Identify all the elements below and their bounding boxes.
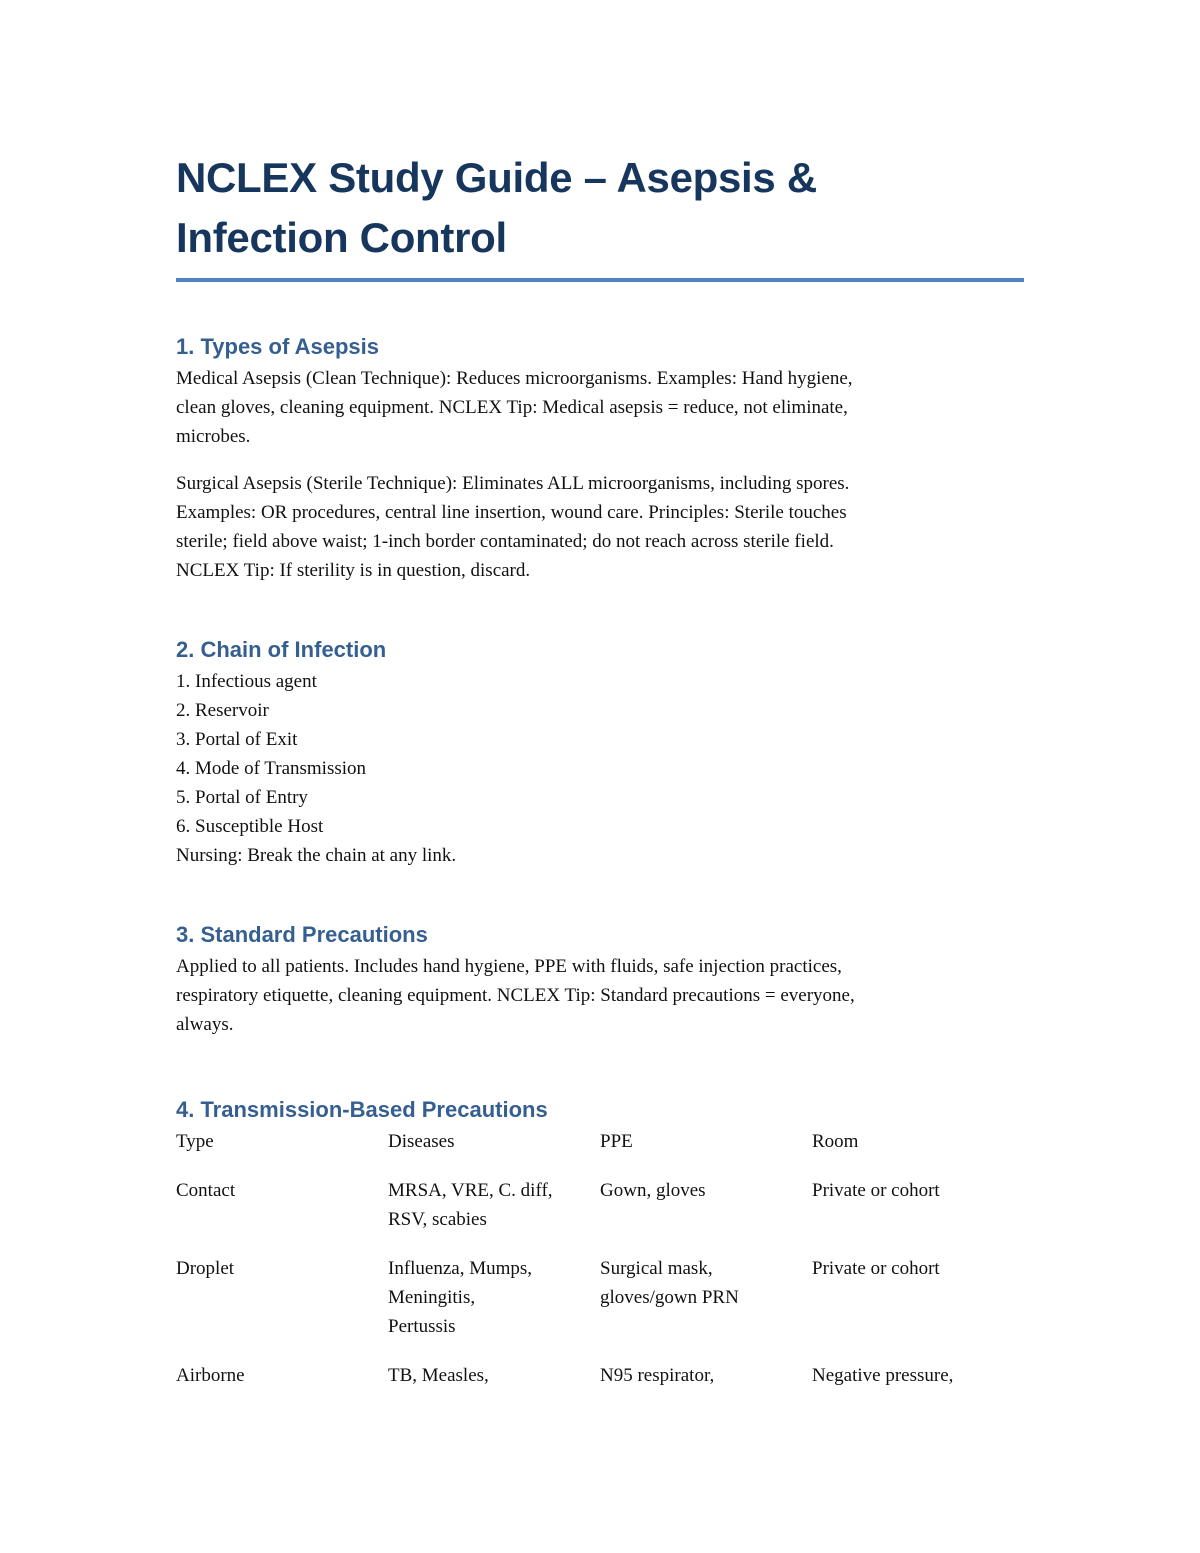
cell-line: Private or cohort [812, 1258, 940, 1279]
title-line-1: NCLEX Study Guide – Asepsis & [176, 154, 817, 201]
surgical-asepsis-paragraph [176, 469, 1024, 585]
medical-asepsis-line: clean gloves, cleaning equipment. NCLEX Tip: Medical asepsis = reduce, not eliminate, [176, 397, 848, 418]
column-header-room: Room [812, 1131, 859, 1152]
list-item: 2. Reservoir [176, 700, 269, 721]
section-heading-standard-precautions: 3. Standard Precautions [176, 922, 428, 947]
cell-diseases [388, 1341, 600, 1390]
cell-line: Negative pressure, [812, 1365, 954, 1386]
cell-line: Pertussis [388, 1316, 456, 1337]
cell-line: Meningitis, [388, 1287, 476, 1308]
cell-line: Contact [176, 1180, 236, 1201]
cell-line: Influenza, Mumps, [388, 1258, 533, 1279]
cell-line: Airborne [176, 1365, 245, 1386]
cell-line: N95 respirator, [600, 1365, 715, 1386]
transmission-precautions-table [176, 1127, 996, 1390]
surgical-asepsis-line: Examples: OR procedures, central line insertion, wound care. Principles: Sterile touches [176, 502, 847, 523]
cell-line: MRSA, VRE, C. diff, [388, 1180, 553, 1201]
section-heading-transmission-based-precautions: 4. Transmission-Based Precautions [176, 1097, 548, 1122]
column-header-ppe: PPE [600, 1131, 633, 1152]
section-heading-chain-of-infection: 2. Chain of Infection [176, 637, 387, 662]
surgical-asepsis-line: Surgical Asepsis (Sterile Technique): Eliminates ALL microorganisms, including spores. [176, 473, 850, 494]
standard-precautions-line: always. [176, 1014, 234, 1035]
medical-asepsis-paragraph [176, 364, 1024, 451]
section-heading-types-of-asepsis: 1. Types of Asepsis [176, 334, 379, 359]
table-row [176, 1156, 996, 1234]
cell-room [812, 1234, 996, 1341]
chain-of-infection-list [176, 667, 1024, 870]
medical-asepsis-line: Medical Asepsis (Clean Technique): Reduces microorganisms. Examples: Hand hygiene, [176, 368, 853, 389]
list-item: 3. Portal of Exit [176, 729, 298, 750]
surgical-asepsis-line: sterile; field above waist; 1-inch border contaminated; do not reach across sterile field. [176, 531, 834, 552]
cell-line: RSV, scabies [388, 1209, 487, 1230]
cell-line: Surgical mask, [600, 1258, 713, 1279]
cell-type [176, 1234, 388, 1341]
standard-precautions-line: Applied to all patients. Includes hand hygiene, PPE with fluids, safe injection practices, [176, 956, 842, 977]
cell-room [812, 1156, 996, 1234]
medical-asepsis-line: microbes. [176, 426, 251, 447]
list-item: 1. Infectious agent [176, 671, 317, 692]
column-header-type: Type [176, 1131, 214, 1152]
table-header-row [176, 1127, 996, 1156]
document-page [176, 148, 1024, 1390]
cell-diseases [388, 1234, 600, 1341]
cell-ppe [600, 1156, 812, 1234]
cell-line: Droplet [176, 1258, 235, 1279]
list-item: 4. Mode of Transmission [176, 758, 367, 779]
surgical-asepsis-line: NCLEX Tip: If sterility is in question, discard. [176, 560, 531, 581]
cell-type [176, 1341, 388, 1390]
cell-ppe [600, 1234, 812, 1341]
standard-precautions-line: respiratory etiquette, cleaning equipment. NCLEX Tip: Standard precautions = everyone, [176, 985, 855, 1006]
column-header-diseases: Diseases [388, 1131, 455, 1152]
list-item: 6. Susceptible Host [176, 816, 324, 837]
nursing-note: Nursing: Break the chain at any link. [176, 845, 457, 866]
document-title [176, 148, 1024, 282]
cell-ppe [600, 1341, 812, 1390]
cell-diseases [388, 1156, 600, 1234]
table-row [176, 1234, 996, 1341]
standard-precautions-paragraph [176, 952, 1024, 1039]
cell-line: Gown, gloves [600, 1180, 706, 1201]
title-line-2: Infection Control [176, 214, 507, 261]
cell-line: gloves/gown PRN [600, 1287, 739, 1308]
cell-line: Private or cohort [812, 1180, 940, 1201]
table-row [176, 1341, 996, 1390]
cell-line: TB, Measles, [388, 1365, 489, 1386]
cell-type [176, 1156, 388, 1234]
list-item: 5. Portal of Entry [176, 787, 308, 808]
cell-room [812, 1341, 996, 1390]
